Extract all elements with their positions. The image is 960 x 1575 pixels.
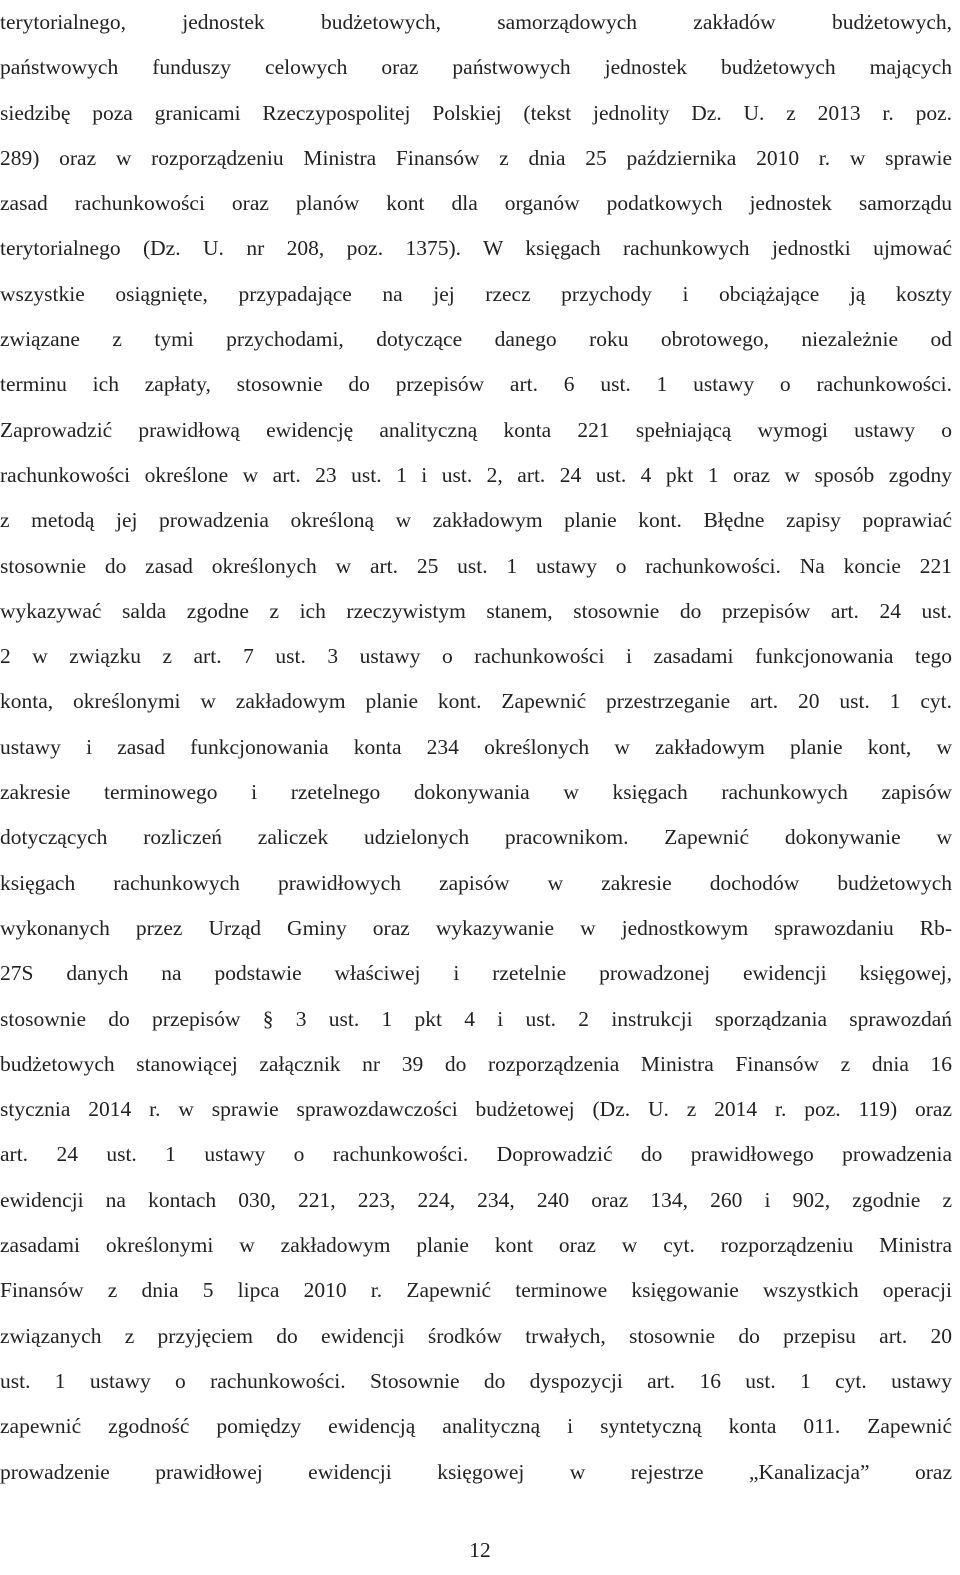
text-line: zakresie terminowego i rzetelnego dokonywania w księgach rachunkowych zapisów xyxy=(0,780,952,805)
text-line: związanych z przyjęciem do ewidencji środków trwałych, stosownie do przepisu art. 20 xyxy=(0,1323,952,1348)
text-line: terytorialnego, jednostek budżetowych, samorządowych zakładów budżetowych, xyxy=(0,10,952,34)
text-line: ustawy i zasad funkcjonowania konta 234 określonych w zakładowym planie kont, w xyxy=(0,734,952,759)
text-line: ewidencji na kontach 030, 221, 223, 224, 234, 240 oraz 134, 260 i 902, zgodnie z xyxy=(0,1187,952,1212)
text-line: prowadzenie prawidłowej ewidencji księgowej w rejestrze „Kanalizacja” oraz xyxy=(0,1459,952,1484)
text-line: zasadami określonymi w zakładowym planie kont oraz w cyt. rozporządzeniu Ministra xyxy=(0,1233,952,1258)
text-line: terytorialnego (Dz. U. nr 208, poz. 1375). W księgach rachunkowych jednostki ujmować xyxy=(0,236,952,261)
text-line: budżetowych stanowiącej załącznik nr 39 do rozporządzenia Ministra Finansów z dnia 16 xyxy=(0,1051,952,1076)
text-line: Zaprowadzić prawidłową ewidencję analityczną konta 221 spełniającą wymogi ustawy o xyxy=(0,417,952,442)
text-line: zasad rachunkowości oraz planów kont dla organów podatkowych jednostek samorządu xyxy=(0,191,952,216)
text-line: 289) oraz w rozporządzeniu Ministra Finansów z dnia 25 października 2010 r. w sprawie xyxy=(0,145,952,170)
text-line: ust. 1 ustawy o rachunkowości. Stosownie do dyspozycji art. 16 ust. 1 cyt. ustawy xyxy=(0,1368,952,1393)
text-line: z metodą jej prowadzenia określoną w zakładowym planie kont. Błędne zapisy poprawiać xyxy=(0,508,952,533)
text-line: wykazywać salda zgodne z ich rzeczywistym stanem, stosownie do przepisów art. 24 ust. xyxy=(0,598,952,623)
text-line: księgach rachunkowych prawidłowych zapisów w zakresie dochodów budżetowych xyxy=(0,870,952,895)
text-line: dotyczących rozliczeń zaliczek udzielonych pracownikom. Zapewnić dokonywanie w xyxy=(0,825,952,850)
text-line: konta, określonymi w zakładowym planie kont. Zapewnić przestrzeganie art. 20 ust. 1 cyt. xyxy=(0,689,952,714)
text-line: państwowych funduszy celowych oraz państwowych jednostek budżetowych mających xyxy=(0,55,952,80)
text-line: siedzibę poza granicami Rzeczypospolitej Polskiej (tekst jednolity Dz. U. z 2013 r. poz. xyxy=(0,100,952,125)
text-line: Finansów z dnia 5 lipca 2010 r. Zapewnić terminowe księgowanie wszystkich operacji xyxy=(0,1278,952,1303)
text-line: rachunkowości określone w art. 23 ust. 1 i ust. 2, art. 24 ust. 4 pkt 1 oraz w sposób zgodny xyxy=(0,462,952,487)
text-line: terminu ich zapłaty, stosownie do przepisów art. 6 ust. 1 ustawy o rachunkowości. xyxy=(0,372,952,397)
text-line: zapewnić zgodność pomiędzy ewidencją analityczną i syntetyczną konta 011. Zapewnić xyxy=(0,1414,952,1439)
text-line: związane z tymi przychodami, dotyczące danego roku obrotowego, niezależnie od xyxy=(0,327,952,352)
text-line: art. 24 ust. 1 ustawy o rachunkowości. Doprowadzić do prawidłowego prowadzenia xyxy=(0,1142,952,1167)
text-line: 27S danych na podstawie właściwej i rzetelnie prowadzonej ewidencji księgowej, xyxy=(0,961,952,986)
text-line: stycznia 2014 r. w sprawie sprawozdawczości budżetowej (Dz. U. z 2014 r. poz. 119) oraz xyxy=(0,1097,952,1122)
page-number: 12 xyxy=(469,1538,491,1562)
text-line: wykonanych przez Urząd Gminy oraz wykazywanie w jednostkowym sprawozdaniu Rb- xyxy=(0,915,952,940)
text-line: 2 w związku z art. 7 ust. 3 ustawy o rachunkowości i zasadami funkcjonowania tego xyxy=(0,644,952,669)
text-line: wszystkie osiągnięte, przypadające na jej rzecz przychody i obciążające ją koszty xyxy=(0,281,952,306)
text-line: stosownie do przepisów § 3 ust. 1 pkt 4 i ust. 2 instrukcji sporządzania sprawozdań xyxy=(0,1006,952,1031)
text-line: stosownie do zasad określonych w art. 25 ust. 1 ustawy o rachunkowości. Na koncie 221 xyxy=(0,553,952,578)
